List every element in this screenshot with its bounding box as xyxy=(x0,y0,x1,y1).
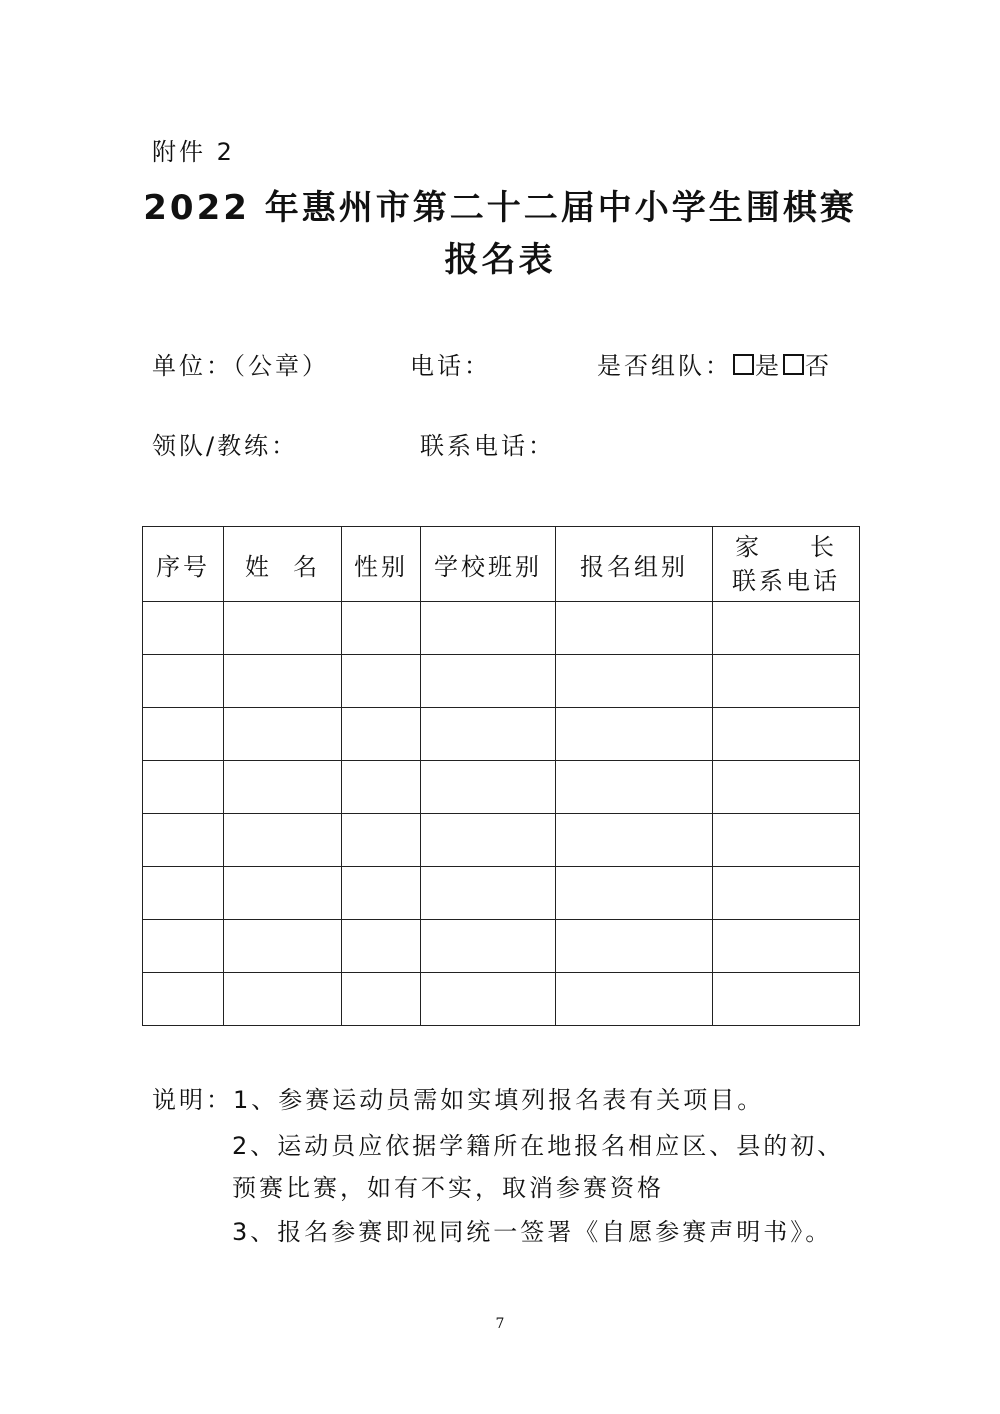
cell-seq[interactable] xyxy=(143,708,224,761)
cell-group[interactable] xyxy=(556,814,713,867)
table-row xyxy=(143,973,860,1026)
note-item-2b: 预赛比赛，如有不实，取消参赛资格 xyxy=(232,1174,664,1202)
cell-group[interactable] xyxy=(556,602,713,655)
cell-gender[interactable] xyxy=(342,814,421,867)
cell-group[interactable] xyxy=(556,708,713,761)
cell-group[interactable] xyxy=(556,973,713,1026)
team-no-label: 否 xyxy=(805,352,832,380)
cell-parent-contact[interactable] xyxy=(713,761,860,814)
note-item-1: 1、参赛运动员需如实填列报名表有关项目。 xyxy=(233,1086,765,1114)
cell-name[interactable] xyxy=(224,920,342,973)
header-parent-b: 长 xyxy=(810,533,837,561)
cell-seq[interactable] xyxy=(143,973,224,1026)
cell-gender[interactable] xyxy=(342,761,421,814)
header-seq: 序号 xyxy=(143,527,224,602)
table-header-row xyxy=(143,527,860,602)
cell-school-class[interactable] xyxy=(421,920,556,973)
cell-parent-contact[interactable] xyxy=(713,920,860,973)
cell-seq[interactable] xyxy=(143,920,224,973)
cell-name[interactable] xyxy=(224,761,342,814)
cell-gender[interactable] xyxy=(342,708,421,761)
header-gender: 性别 xyxy=(342,527,421,602)
header-group: 报名组别 xyxy=(556,527,713,602)
cell-group[interactable] xyxy=(556,920,713,973)
table-row xyxy=(143,708,860,761)
notes-line-1 xyxy=(152,1080,764,1115)
cell-gender[interactable] xyxy=(342,655,421,708)
cell-seq[interactable] xyxy=(143,602,224,655)
note-item-2a: 2、运动员应依据学籍所在地报名相应区、县的初、 xyxy=(232,1132,845,1160)
document-subtitle: 报名表 xyxy=(444,240,556,280)
contact-phone-field-label: 联系电话： xyxy=(420,432,555,460)
cell-school-class[interactable] xyxy=(421,814,556,867)
cell-gender[interactable] xyxy=(342,920,421,973)
table-row xyxy=(143,761,860,814)
attachment-label: 附件 2 xyxy=(152,138,235,166)
cell-school-class[interactable] xyxy=(421,708,556,761)
document-title: 2022 年惠州市第二十二届中小学生围棋赛 xyxy=(143,188,857,228)
cell-school-class[interactable] xyxy=(421,655,556,708)
cell-gender[interactable] xyxy=(342,973,421,1026)
leader-field-label: 领队/教练： xyxy=(152,432,299,460)
phone-field-label: 电话： xyxy=(410,352,491,380)
note-item-3: 3、报名参赛即视同统一签署《自愿参赛声明书》。 xyxy=(232,1218,833,1246)
page-number: 7 xyxy=(495,1316,505,1332)
cell-gender[interactable] xyxy=(342,602,421,655)
cell-seq[interactable] xyxy=(143,761,224,814)
cell-parent-contact[interactable] xyxy=(713,708,860,761)
header-school-class: 学校班别 xyxy=(421,527,556,602)
cell-name[interactable] xyxy=(224,602,342,655)
cell-parent-contact[interactable] xyxy=(713,655,860,708)
team-yes-checkbox[interactable] xyxy=(733,354,754,375)
table-row xyxy=(143,867,860,920)
cell-parent-contact[interactable] xyxy=(713,973,860,1026)
cell-school-class[interactable] xyxy=(421,602,556,655)
cell-parent-contact[interactable] xyxy=(713,867,860,920)
cell-group[interactable] xyxy=(556,655,713,708)
cell-name[interactable] xyxy=(224,814,342,867)
cell-school-class[interactable] xyxy=(421,867,556,920)
header-parent-a: 家 xyxy=(735,533,762,561)
table-row xyxy=(143,655,860,708)
header-parent-contact xyxy=(713,527,860,602)
cell-parent-contact[interactable] xyxy=(713,814,860,867)
cell-school-class[interactable] xyxy=(421,761,556,814)
team-field-label: 是否组队： xyxy=(597,352,732,380)
cell-group[interactable] xyxy=(556,867,713,920)
cell-parent-contact[interactable] xyxy=(713,602,860,655)
cell-seq[interactable] xyxy=(143,655,224,708)
team-yes-label: 是 xyxy=(755,352,782,380)
cell-name[interactable] xyxy=(224,867,342,920)
cell-name[interactable] xyxy=(224,708,342,761)
cell-group[interactable] xyxy=(556,761,713,814)
cell-gender[interactable] xyxy=(342,867,421,920)
notes-label: 说明： xyxy=(152,1086,233,1114)
team-no-checkbox[interactable] xyxy=(783,354,804,375)
table-row xyxy=(143,602,860,655)
unit-field-label: 单位：（公章） xyxy=(152,352,329,380)
cell-seq[interactable] xyxy=(143,814,224,867)
table-row xyxy=(143,814,860,867)
header-name: 姓 名 xyxy=(224,527,342,602)
table-row xyxy=(143,920,860,973)
registration-table xyxy=(142,526,860,1026)
cell-seq[interactable] xyxy=(143,867,224,920)
cell-school-class[interactable] xyxy=(421,973,556,1026)
team-option-group xyxy=(597,346,832,381)
header-parent-c: 联系电话 xyxy=(732,567,840,595)
cell-name[interactable] xyxy=(224,655,342,708)
cell-name[interactable] xyxy=(224,973,342,1026)
